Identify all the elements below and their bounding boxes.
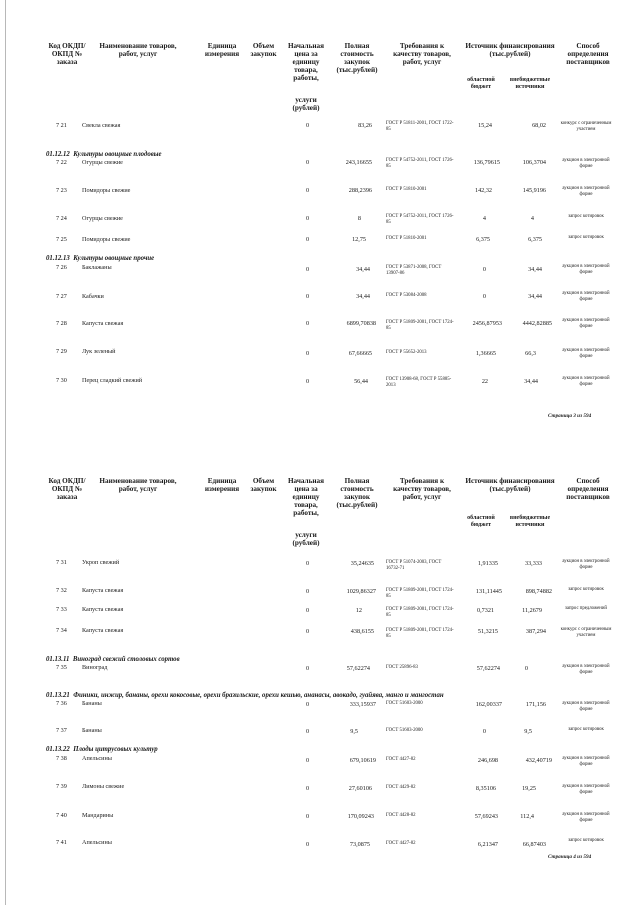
row-extrabudget: 6,375 <box>528 236 542 243</box>
row-total: 73,0875 <box>349 841 370 848</box>
row-name: Кабачки <box>82 293 104 300</box>
row-price: 0 <box>306 122 310 129</box>
header-total-cost: Полная стоимость закупок (тыс.рублей) <box>336 477 378 509</box>
row-extrabudget: 112,4 <box>520 813 534 820</box>
row-name: Капуста свежая <box>82 627 124 634</box>
row-price: 0 <box>306 588 310 595</box>
header-initial-price: Начальная цена за единицу товара, работы, <box>287 477 325 517</box>
row-extrabudget: 145,9196 <box>522 187 546 194</box>
row-extrabudget: 34,44 <box>524 378 538 385</box>
row-price: 0 <box>306 350 310 357</box>
group-heading: 01.13.22 Плоды цитрусовых культур <box>46 746 158 753</box>
row-code: 7 37 <box>56 727 67 734</box>
row-name: Огурцы свежие <box>82 215 123 222</box>
row-regional: 51,3215 <box>477 628 498 635</box>
row-method: запрос котировок <box>568 235 604 240</box>
row-price: 0 <box>306 813 310 820</box>
row-extrabudget: 66,87403 <box>522 841 546 848</box>
row-code: 7 26 <box>56 264 67 271</box>
row-standard: ГОСТ Р 51810-2001 <box>386 236 427 241</box>
page-number: Страница 3 из 594 <box>548 413 592 419</box>
row-extrabudget: 68,02 <box>532 122 546 129</box>
row-method: аукцион в электронной форме <box>562 701 610 712</box>
row-name: Перец сладкий свежий <box>82 377 143 384</box>
row-method: аукцион в электронной форме <box>562 664 610 675</box>
row-code: 7 30 <box>56 377 67 384</box>
row-price: 0 <box>306 236 310 243</box>
row-price: 0 <box>306 215 310 222</box>
row-name: Баклажаны <box>82 264 112 271</box>
row-method: запрос котировок <box>568 214 604 219</box>
row-price: 0 <box>306 607 310 614</box>
row-code: 7 23 <box>56 187 67 194</box>
row-standard: ГОСТ Р 51810-2001 <box>386 187 427 192</box>
row-regional: 57,69243 <box>474 813 498 820</box>
row-method: аукцион в электронной форме <box>562 348 610 359</box>
group-heading: 01.12.13 Культуры овощные прочие <box>46 255 155 262</box>
row-total: 9,5 <box>350 728 358 735</box>
row-regional: 1,91335 <box>477 560 498 567</box>
row-regional: 4 <box>482 215 486 222</box>
header-extrabudget: внебюджетные источники <box>509 515 551 528</box>
header-initial-price: Начальная цена за единицу товара, работы, <box>287 42 325 82</box>
page-number: Страница 4 из 594 <box>548 854 592 860</box>
row-price: 0 <box>306 266 310 273</box>
row-extrabudget: 34,44 <box>528 293 542 300</box>
row-total: 12,75 <box>352 236 366 243</box>
row-method: аукцион в электронной форме <box>562 186 610 197</box>
row-code: 7 35 <box>56 664 67 671</box>
row-method: аукцион в электронной форме <box>562 812 610 823</box>
header-services: услуги (рублей) <box>292 96 320 112</box>
row-price: 0 <box>306 159 310 166</box>
row-total: 57,62274 <box>346 665 370 672</box>
group-heading: 01.12.12 Культуры овощные плодовые <box>46 151 162 158</box>
row-total: 333,15937 <box>349 701 376 708</box>
header-funding: Источник финансирования (тыс.рублей) <box>465 42 555 58</box>
header-name: Наименование товаров, работ, услуг <box>99 42 177 58</box>
row-regional: 1,36665 <box>475 350 496 357</box>
row-standard: ГОСТ Р 53871-2008, ГОСТ 13907-86 <box>386 265 442 276</box>
row-standard: ГОСТ 13908-68, ГОСТ Р 55885-2013 <box>386 377 452 388</box>
row-extrabudget: 4442,82885 <box>522 320 552 327</box>
row-total: 8 <box>357 215 361 222</box>
row-price: 0 <box>306 785 310 792</box>
row-standard: ГОСТ Р 53084-2008 <box>386 293 427 298</box>
header-requirements: Требования к качеству товаров, работ, услуг <box>393 477 451 501</box>
row-code: 7 25 <box>56 236 67 243</box>
row-extrabudget: 387,294 <box>525 628 546 635</box>
header-services: услуги (рублей) <box>292 531 320 547</box>
row-name: Виноград <box>82 664 108 671</box>
row-regional: 246,698 <box>477 757 498 764</box>
row-standard: ГОСТ 4429-82 <box>386 785 416 790</box>
row-extrabudget: 9,5 <box>524 728 532 735</box>
row-standard: ГОСТ Р 54752-2011, ГОСТ 1726-85 <box>386 158 454 169</box>
row-total: 679,10619 <box>349 757 376 764</box>
row-regional: 15,24 <box>478 122 492 129</box>
row-standard: ГОСТ 25896-83 <box>386 665 418 670</box>
header-extrabudget: внебюджетные источники <box>509 77 551 90</box>
row-total: 34,44 <box>356 293 370 300</box>
row-method: конкурс с ограниченным участием <box>560 627 612 638</box>
row-method: запрос котировок <box>568 838 604 843</box>
row-code: 7 27 <box>56 293 67 300</box>
row-total: 27,60106 <box>348 785 372 792</box>
row-extrabudget: 106,3704 <box>522 159 546 166</box>
row-regional: 162,00337 <box>475 701 502 708</box>
row-method: аукцион в электронной форме <box>562 784 610 795</box>
row-regional: 57,62274 <box>476 665 500 672</box>
row-regional: 0 <box>482 293 486 300</box>
row-code: 7 31 <box>56 559 67 566</box>
row-method: аукцион в электронной форме <box>562 376 610 387</box>
group-heading: 01.13.11 Виноград свежий столовых сортов <box>46 656 180 663</box>
row-code: 7 41 <box>56 839 67 846</box>
row-name: Лимоны свежие <box>82 783 125 790</box>
row-code: 7 21 <box>56 122 67 129</box>
row-regional: 8,35106 <box>475 785 496 792</box>
header-code: Код ОКДП/ ОКПД № заказа <box>48 42 86 66</box>
row-name: Бананы <box>82 700 102 707</box>
row-method: аукцион в электронной форме <box>562 318 610 329</box>
row-code: 7 40 <box>56 812 67 819</box>
row-price: 0 <box>306 378 310 385</box>
row-total: 56,44 <box>354 378 368 385</box>
row-name: Помидоры свежие <box>82 236 131 243</box>
row-total: 67,66665 <box>348 350 372 357</box>
header-regional-budget: областной бюджет <box>467 515 495 528</box>
header-regional-budget: областной бюджет <box>467 77 495 90</box>
row-extrabudget: 432,40719 <box>525 757 552 764</box>
row-extrabudget: 0 <box>524 665 528 672</box>
row-standard: ГОСТ Р 51809-2001, ГОСТ 1724-85 <box>386 320 454 331</box>
row-method: аукцион в электронной форме <box>562 264 610 275</box>
row-code: 7 39 <box>56 783 67 790</box>
row-name: Укроп свежий <box>82 559 120 566</box>
row-code: 7 32 <box>56 587 67 594</box>
row-regional: 6,21347 <box>477 841 498 848</box>
row-name: Огурцы свежие <box>82 159 123 166</box>
header-code: Код ОКДП/ ОКПД № заказа <box>48 477 86 501</box>
row-code: 7 24 <box>56 215 67 222</box>
row-total: 1029,86327 <box>346 588 376 595</box>
header-unit: Единица измерения <box>204 42 240 58</box>
row-method: запрос предложений <box>565 606 607 611</box>
row-name: Капуста свежая <box>82 320 124 327</box>
row-total: 6899,70838 <box>346 320 376 327</box>
row-name: Апельсины <box>82 755 112 762</box>
row-regional: 0 <box>482 728 486 735</box>
row-standard: ГОСТ 51603-2000 <box>386 701 423 706</box>
header-requirements: Требования к качеству товаров, работ, услуг <box>393 42 451 66</box>
row-price: 0 <box>306 728 310 735</box>
header-unit: Единица измерения <box>204 477 240 493</box>
row-regional: 0 <box>482 266 486 273</box>
row-name: Мандарины <box>82 812 114 819</box>
row-regional: 142,32 <box>474 187 492 194</box>
row-standard: ГОСТ Р 51809-2001, ГОСТ 1724-85 <box>386 628 454 639</box>
group-heading: 01.13.21 Финики, инжир, бананы, орехи кокосовые, орехи бразильские, орехи кешью, ананасы, авокадо, гуайява, манго и мангостан <box>46 692 444 699</box>
header-total-cost: Полная стоимость закупок (тыс.рублей) <box>336 42 378 74</box>
row-code: 7 22 <box>56 159 67 166</box>
row-code: 7 33 <box>56 606 67 613</box>
row-method: запрос котировок <box>568 587 604 592</box>
row-extrabudget: 34,44 <box>528 266 542 273</box>
row-extrabudget: 33,333 <box>524 560 542 567</box>
row-name: Апельсины <box>82 839 112 846</box>
row-method: запрос котировок <box>568 727 604 732</box>
row-code: 7 38 <box>56 755 67 762</box>
row-total: 83,26 <box>358 122 372 129</box>
row-method: аукцион в электронной форме <box>562 559 610 570</box>
header-funding: Источник финансирования (тыс.рублей) <box>465 477 555 493</box>
row-price: 0 <box>306 320 310 327</box>
row-method: конкурс с ограниченным участием <box>560 121 612 132</box>
row-code: 7 36 <box>56 700 67 707</box>
row-total: 288,2396 <box>348 187 372 194</box>
row-total: 243,16655 <box>345 159 372 166</box>
row-extrabudget: 11,2679 <box>522 607 542 614</box>
row-name: Помидоры свежие <box>82 187 131 194</box>
row-name: Свекла свежая <box>82 122 121 129</box>
row-price: 0 <box>306 841 310 848</box>
row-total: 34,44 <box>356 266 370 273</box>
row-regional: 22 <box>481 378 488 385</box>
row-method: аукцион в электронной форме <box>562 756 610 767</box>
row-total: 35,24635 <box>350 560 374 567</box>
row-name: Капуста свежая <box>82 606 124 613</box>
row-standard: ГОСТ 4427-82 <box>386 757 416 762</box>
row-standard: ГОСТ Р 55652-2013 <box>386 350 427 355</box>
header-method: Способ определения поставщиков <box>566 42 610 66</box>
row-extrabudget: 171,156 <box>525 701 546 708</box>
row-standard: ГОСТ Р 54752-2011, ГОСТ 1726-85 <box>386 214 454 225</box>
row-regional: 131,11445 <box>475 588 502 595</box>
row-regional: 136,79615 <box>473 159 500 166</box>
row-code: 7 29 <box>56 348 67 355</box>
row-price: 0 <box>306 560 310 567</box>
row-extrabudget: 4 <box>530 215 534 222</box>
row-total: 438,6155 <box>350 628 374 635</box>
header-volume: Объем закупок <box>250 477 277 493</box>
row-method: аукцион в электронной форме <box>562 291 610 302</box>
row-name: Лук зеленый <box>82 348 116 355</box>
row-price: 0 <box>306 187 310 194</box>
row-regional: 6,375 <box>476 236 490 243</box>
row-standard: ГОСТ 51603-2000 <box>386 728 423 733</box>
row-code: 7 34 <box>56 627 67 634</box>
row-standard: ГОСТ Р 51074-2003, ГОСТ 16732-71 <box>386 560 442 571</box>
row-standard: ГОСТ 4427-82 <box>386 841 416 846</box>
row-price: 0 <box>306 665 310 672</box>
row-standard: ГОСТ 4428-82 <box>386 813 416 818</box>
row-extrabudget: 19,25 <box>522 785 536 792</box>
row-price: 0 <box>306 701 310 708</box>
row-regional: 0,7321 <box>476 607 494 614</box>
row-standard: ГОСТ Р 51809-2001, ГОСТ 1724-85 <box>386 607 454 618</box>
row-price: 0 <box>306 628 310 635</box>
row-standard: ГОСТ Р 51809-2001, ГОСТ 1724-85 <box>386 588 454 599</box>
scan-edge-line <box>5 0 6 905</box>
row-extrabudget: 66,3 <box>525 350 536 357</box>
row-total: 170,09243 <box>347 813 374 820</box>
row-regional: 2456,87953 <box>472 320 502 327</box>
row-standard: ГОСТ Р 51811-2001, ГОСТ 1722-85 <box>386 121 454 132</box>
row-code: 7 28 <box>56 320 67 327</box>
row-extrabudget: 898,74882 <box>525 588 552 595</box>
row-price: 0 <box>306 757 310 764</box>
row-price: 0 <box>306 293 310 300</box>
header-volume: Объем закупок <box>250 42 277 58</box>
row-method: аукцион в электронной форме <box>562 158 610 169</box>
header-method: Способ определения поставщиков <box>566 477 610 501</box>
row-name: Капуста свежая <box>82 587 124 594</box>
header-name: Наименование товаров, работ, услуг <box>99 477 177 493</box>
row-total: 12 <box>355 607 362 614</box>
row-name: Бананы <box>82 727 102 734</box>
